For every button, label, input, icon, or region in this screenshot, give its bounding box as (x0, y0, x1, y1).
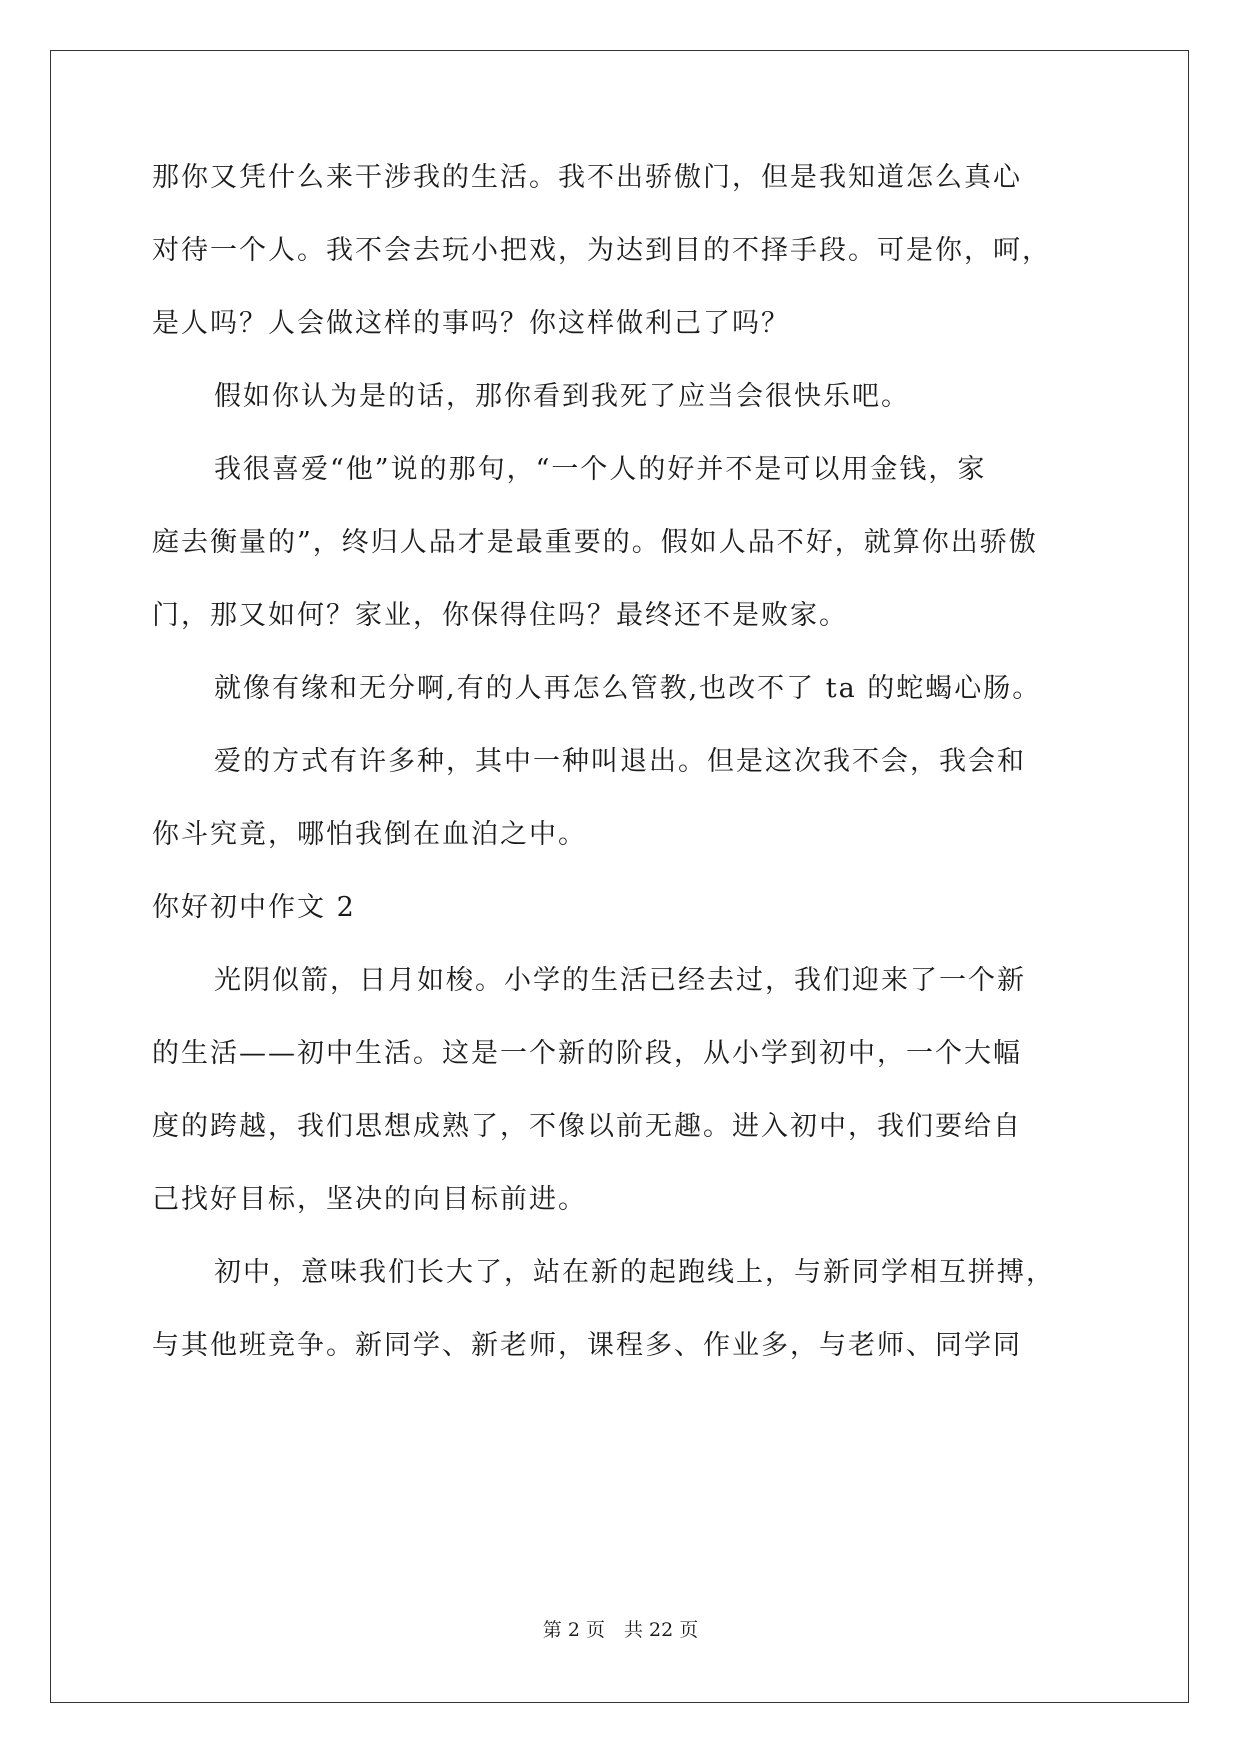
text-line: 度的跨越，我们思想成熟了，不像以前无趣。进入初中，我们要给自 (152, 1111, 1022, 1142)
paragraph-start: 初中，意味我们长大了，站在新的起跑线上，与新同学相互拼搏， (214, 1257, 1055, 1288)
section-heading: 你好初中作文 2 (152, 892, 356, 923)
text-line: 是人吗？人会做这样的事吗？你这样做利己了吗？ (152, 308, 790, 339)
paragraph-start: 光阴似箭，日月如梭。小学的生活已经去过，我们迎来了一个新 (214, 965, 1026, 996)
paragraph-start: 我很喜爱“他”说的那句，“一个人的好并不是可以用金钱，家 (214, 454, 987, 485)
page-border (50, 50, 1189, 1703)
text-line: 与其他班竞争。新同学、新老师，课程多、作业多，与老师、同学同 (152, 1330, 1022, 1361)
page-number-label: 第 2 页 共 22 页 (542, 1619, 699, 1641)
text-line: 你斗究竟，哪怕我倒在血泊之中。 (152, 819, 587, 850)
text-line: 的生活——初中生活。这是一个新的阶段，从小学到初中，一个大幅 (152, 1038, 1022, 1069)
paragraph-start: 就像有缘和无分啊,有的人再怎么管教,也改不了 ta 的蛇蝎心肠。 (214, 673, 1042, 704)
paragraph-start: 爱的方式有许多种，其中一种叫退出。但是这次我不会，我会和 (214, 746, 1026, 777)
text-line: 己找好目标，坚决的向目标前进。 (152, 1184, 587, 1215)
text-line: 门，那又如何？家业，你保得住吗？最终还不是败家。 (152, 600, 848, 631)
page-footer (0, 1618, 1241, 1642)
paragraph-start: 假如你认为是的话，那你看到我死了应当会很快乐吧。 (214, 381, 910, 412)
text-line: 那你又凭什么来干涉我的生活。我不出骄傲门，但是我知道怎么真心 (152, 162, 1022, 193)
text-line: 庭去衡量的”，终归人品才是最重要的。假如人品不好，就算你出骄傲 (152, 527, 1038, 558)
text-line: 对待一个人。我不会去玩小把戏，为达到目的不择手段。可是你，呵， (152, 235, 1051, 266)
